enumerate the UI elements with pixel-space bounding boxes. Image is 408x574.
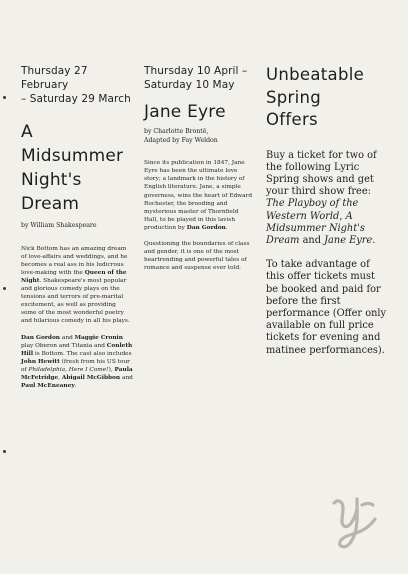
date-line: Thursday 10 April –: [144, 65, 248, 77]
hole-punch-mark: [3, 287, 6, 290]
date-line: – Saturday 29 March: [21, 93, 131, 105]
date-line: Saturday 10 May: [144, 79, 235, 91]
title-line: Offers: [266, 110, 318, 129]
hole-punch-mark: [3, 450, 6, 453]
show-title: [21, 120, 133, 216]
offer-paragraph: Buy a ticket for two of the following Lyric Spring shows and get your third show free: The Playboy of the Western World, A Midsummer Night's Dream and Jane Eyre.: [266, 149, 377, 246]
date-range: [21, 64, 133, 106]
description-paragraph: Since its publication in 1847, Jane Eyre has been the ultimate love story; a landmark in the history of English literature. Jane, a simple governess, wins the heart of Edward Rochester, the brooding and mysterious master of Thornfield Hall, to be played in this lavish production by Dan Gordon.: [144, 160, 253, 231]
offer-terms-paragraph: To take advantage of this offer tickets must be booked and paid for before the first performance (Offer only available on full price tickets for evening and matinee performances).: [266, 259, 387, 356]
hole-punch-mark: [3, 96, 6, 99]
title-line: A: [21, 122, 33, 142]
column-jane-eyre: [144, 64, 254, 272]
title-line: Dream: [21, 194, 80, 214]
author-byline: by Charlotte Brontë, Adapted by Fay Weldon: [144, 128, 218, 144]
cast-paragraph: Dan Gordon and Maggie Cronin play Oberon and Titania and Conleth Hill is Bottom. The cast also includes John Hewitt (fresh from his US tour of Philadelphia, Here I Come!), Paula McFetridge, Abigail McGibbon and Paul McEneaney.: [21, 334, 133, 390]
description-paragraph: Nick Bottom has an amazing dream of love-affairs and weddings, and he becomes a real ass in his ludicrous love-making with the Queen of the Night. Shakespeare's most popular and glorious comedy plays on the tensions and terrors of pre-marital excitement, as well as providing some of the most wonderful poetry and hilarious comedy in all his plays.: [21, 245, 130, 325]
column-midsummer: [21, 64, 133, 390]
column-spring-offers: [266, 64, 388, 357]
show-title: Jane Eyre: [144, 102, 226, 122]
title-line: Unbeatable: [266, 65, 365, 84]
date-line: Thursday 27 February: [21, 65, 88, 91]
title-line: Spring: [266, 87, 322, 107]
lyric-y-logo-icon: [328, 493, 382, 555]
date-range: [144, 64, 254, 92]
title-line: Night's: [21, 170, 82, 190]
description-paragraph: Questioning the boundaries of class and gender, it is one of the most heartrending and powerful tales of romance and suspense ever told.: [144, 241, 250, 272]
offers-title: [266, 64, 388, 132]
title-line: Midsummer: [21, 146, 124, 166]
author-byline: by William Shakespeare: [21, 222, 97, 229]
